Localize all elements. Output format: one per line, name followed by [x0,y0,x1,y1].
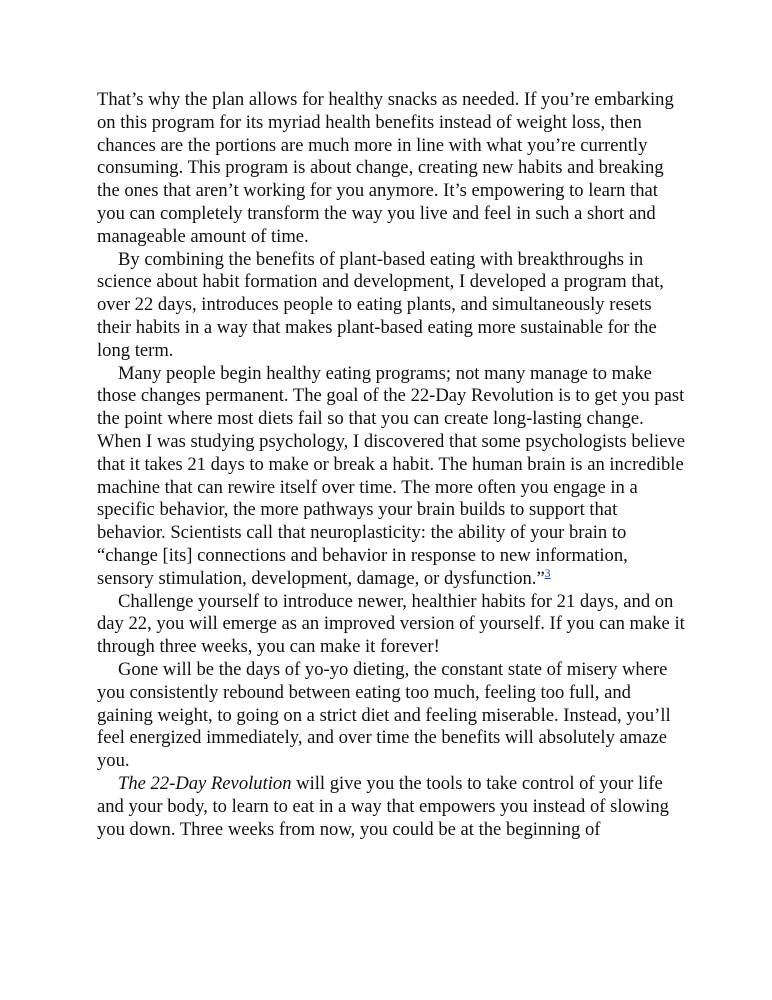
paragraph-6 [97,773,687,841]
paragraph-text: will give you the tools to take control of your life and your body, to learn to eat in a way that empowers you instead of slowing you down. Three weeks from now, you could be at the beginning of [97,772,669,840]
paragraph-text: Challenge yourself to introduce newer, healthier habits for 21 days, and on day 22, you will emerge as an improved version of yourself. If you can make it through three weeks, you can make it forever! [97,590,685,658]
paragraph-2 [97,249,687,363]
paragraph-4 [97,591,687,659]
paragraph-5 [97,659,687,773]
paragraph-text: Many people begin healthy eating programs; not many manage to make those changes permanent. The goal of the 22-Day Revolution is to get you past the point where most diets fail so that you can create long-lasting change. When I was studying psychology, I discovered that some psychologists believe that it takes 21 days to make or break a habit. The human brain is an incredible machine that can rewire itself over time. The more often you engage in a specific behavior, the more pathways your brain builds to support that behavior. Scientists call that neuroplasticity: the ability of your brain to “change [its] connections and behavior in response to new information, sensory stimulation, development, damage, or dysfunction.” [97,362,685,589]
paragraph-text: By combining the benefits of plant-based eating with breakthroughs in science about habit formation and development, I developed a program that, over 22 days, introduces people to eating plants, and simultaneously resets their habits in a way that makes plant-based eating more sustainable for the long term. [97,248,664,361]
paragraph-1 [97,89,687,249]
paragraph-3 [97,363,687,591]
book-title: The 22-Day Revolution [118,772,292,794]
paragraph-text: That’s why the plan allows for healthy snacks as needed. If you’re embarking on this program for its myriad health benefits instead of weight loss, then chances are the portions are much more in line with what you’re currently consuming. This program is about change, creating new habits and breaking the ones that aren’t working for you anymore. It’s empowering to learn that you can completely transform the way you live and feel in such a short and manageable amount of time. [97,89,674,247]
footnote-link[interactable]: 3 [544,567,551,580]
body-text [97,89,687,841]
paragraph-text: Gone will be the days of yo-yo dieting, the constant state of misery where you consistently rebound between eating too much, feeling too full, and gaining weight, to going on a strict diet and feeling miserable. Instead, you’ll feel energized immediately, and over time the benefits will absolutely amaze you. [97,658,671,772]
